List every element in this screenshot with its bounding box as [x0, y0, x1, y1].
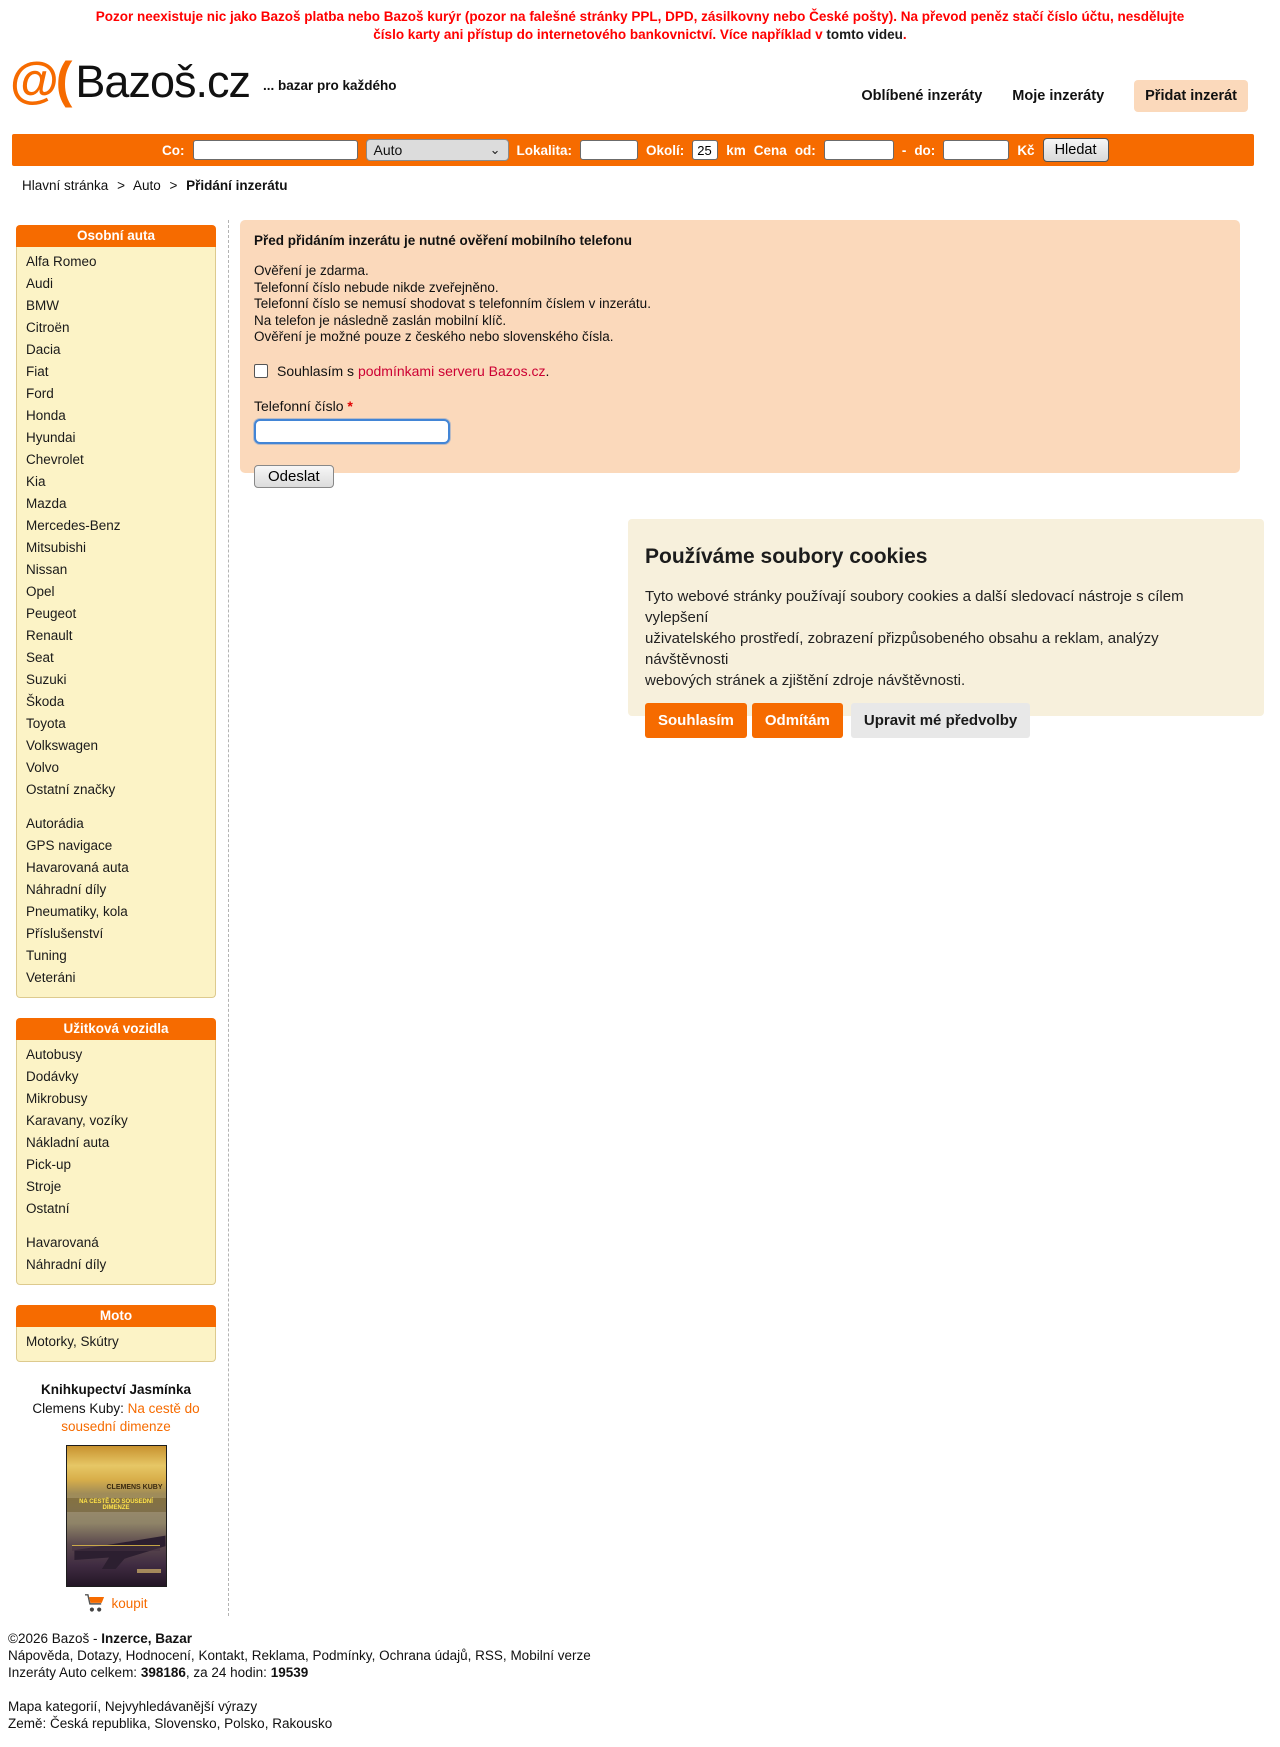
sidebar-item[interactable]: Pneumatiky, kola: [26, 904, 128, 919]
sidebar-item[interactable]: Alfa Romeo: [26, 254, 97, 269]
price-label: Cena: [753, 142, 787, 158]
cart-icon: [84, 1593, 106, 1613]
sidebar-item[interactable]: Opel: [26, 584, 55, 599]
sidebar-item[interactable]: Nákladní auta: [26, 1135, 110, 1150]
sidebar-header-uzitkova-vozidla: Užitková vozidla: [16, 1018, 216, 1040]
search-what-input[interactable]: [193, 140, 358, 160]
sidebar-item[interactable]: Náhradní díly: [26, 1257, 107, 1272]
sidebar-item[interactable]: Stroje: [26, 1179, 62, 1194]
my-ads-link[interactable]: Moje inzeráty: [1012, 88, 1105, 104]
book-cover-image[interactable]: [66, 1445, 167, 1587]
sidebar-item[interactable]: Hyundai: [26, 430, 76, 445]
price-from-label: od:: [794, 142, 816, 158]
sidebar-item[interactable]: Honda: [26, 408, 66, 423]
cookie-title: Používáme soubory cookies: [645, 545, 928, 568]
sidebar-section-moto: [16, 1305, 216, 1362]
phone-verification-panel: [240, 220, 1240, 485]
price-from-input[interactable]: [824, 140, 894, 160]
sidebar-item[interactable]: Škoda: [26, 694, 65, 709]
cookie-consent-dialog: [628, 519, 1264, 729]
verification-info-line: Na telefon je následně zaslán mobilní klíč.: [254, 312, 507, 328]
footer-link[interactable]: , Nejvyhledávanější výrazy: [97, 1699, 257, 1714]
sidebar-item[interactable]: Nissan: [26, 562, 68, 577]
sidebar-item[interactable]: Dacia: [26, 342, 61, 357]
sidebar-item[interactable]: Mitsubishi: [26, 540, 87, 555]
search-submit-button[interactable]: Hledat: [1043, 138, 1109, 162]
sidebar-item[interactable]: Veteráni: [26, 970, 76, 985]
footer-link[interactable]: , RSS: [468, 1648, 503, 1663]
footer-link[interactable]: , Reklama: [244, 1648, 305, 1663]
breadcrumb: [22, 178, 287, 193]
verification-title: Před přidáním inzerátu je nutné ověření mobilního telefonu: [254, 233, 633, 248]
category-select[interactable]: [366, 139, 509, 161]
sidebar-item[interactable]: Ostatní značky: [26, 782, 116, 797]
sidebar-item[interactable]: Toyota: [26, 716, 66, 731]
scam-warning-text: Pozor neexistuje nic jako Bazoš platba nebo Bazoš kurýr (pozor na falešné stránky PPL, DPD, zásilkovny nebo České pošty). Na převod peněz stačí číslo účtu, nesdělujte číslo karty ani přístup do internetového bankovnictví. Více například v: [95, 9, 1185, 42]
content-divider: [228, 220, 229, 1616]
logo-tagline: ... bazar pro každého: [262, 78, 397, 93]
terms-checkbox[interactable]: [254, 364, 268, 378]
sidebar-item[interactable]: Renault: [26, 628, 73, 643]
sidebar-header-osobni-auta: Osobní auta: [16, 225, 216, 247]
sidebar-item[interactable]: Motorky, Skútry: [26, 1334, 119, 1349]
sidebar-item[interactable]: Audi: [26, 276, 54, 291]
country-link[interactable]: , Rakousko: [265, 1716, 333, 1731]
breadcrumb-separator: >: [117, 178, 125, 193]
footer-link[interactable]: , Mobilní verze: [503, 1648, 591, 1663]
sidebar-item[interactable]: Kia: [26, 474, 46, 489]
search-what-label: Co:: [162, 142, 185, 158]
sidebar-item[interactable]: Volvo: [26, 760, 60, 775]
radius-input[interactable]: [692, 140, 718, 160]
radius-label: Okolí:: [646, 142, 685, 158]
location-input[interactable]: [580, 140, 638, 160]
required-asterisk: *: [347, 397, 353, 414]
breadcrumb-current: Přidání inzerátu: [186, 178, 288, 193]
sidebar: [16, 225, 216, 1613]
cookie-body-line: Tyto webové stránky používají soubory cookies a další sledovací nástroje s cílem vylepšení: [645, 588, 1184, 626]
sidebar-item[interactable]: BMW: [26, 298, 59, 313]
currency-label: Kč: [1017, 142, 1035, 158]
sidebar-item[interactable]: Seat: [26, 650, 54, 665]
sidebar-item[interactable]: Tuning: [26, 948, 67, 963]
book-cover-publisher-mark: [137, 1569, 161, 1573]
location-label: Lokalita:: [516, 142, 573, 158]
sidebar-section-osobni-auta: [16, 225, 216, 998]
countries-line: Země: Česká republika , Slovensko , Polsko , Rakousko: [8, 1715, 591, 1732]
sidebar-item[interactable]: Fiat: [26, 364, 49, 379]
breadcrumb-separator: >: [169, 178, 178, 193]
sidebar-item[interactable]: Ostatní: [26, 1201, 70, 1216]
verification-info-line: Telefonní číslo se nemusí shodovat s telefonním číslem v inzerátu.: [254, 296, 651, 311]
book-shop-name: Knihkupectví Jasmínka: [40, 1382, 192, 1397]
book-ad: [16, 1382, 216, 1613]
scam-warning: [85, 8, 1195, 44]
sidebar-item[interactable]: Citroën: [26, 320, 70, 335]
count-24h: 19539: [270, 1665, 309, 1680]
book-cover-band: [72, 1545, 159, 1551]
favorites-link[interactable]: Oblíbené inzeráty: [861, 88, 983, 104]
breadcrumb-category-link[interactable]: Auto: [132, 178, 161, 193]
sidebar-item[interactable]: Příslušenství: [26, 926, 104, 941]
price-to-label: do:: [914, 142, 936, 158]
sidebar-item[interactable]: Ford: [26, 386, 54, 401]
sidebar-item[interactable]: Náhradní díly: [26, 882, 107, 897]
price-to-input[interactable]: [943, 140, 1009, 160]
footer-map-links: [8, 1698, 591, 1715]
sidebar-item[interactable]: Karavany, vozíky: [26, 1113, 128, 1128]
phone-label: Telefonní číslo *: [254, 397, 353, 414]
book-title-link[interactable]: Na cestě do sousední dimenze: [61, 1401, 200, 1434]
book-title-line: [16, 1400, 216, 1436]
sidebar-item[interactable]: Peugeot: [26, 606, 77, 621]
terms-text: Souhlasím s podmínkami serveru Bazos.cz.: [277, 362, 550, 379]
count-total: 398186: [140, 1665, 186, 1680]
sidebar-item[interactable]: Chevrolet: [26, 452, 84, 467]
sidebar-item[interactable]: Havarovaná: [26, 1235, 99, 1250]
country-link[interactable]: Česká republika: [50, 1716, 147, 1731]
book-cover-author: CLEMENS KUBY: [106, 1483, 163, 1491]
header-links: [861, 80, 1248, 112]
bazos-logo[interactable]: [10, 52, 397, 108]
verification-info-line: Ověření je zdarma.: [254, 263, 369, 278]
sidebar-item[interactable]: Mazda: [26, 496, 67, 511]
footer-link[interactable]: Mapa kategorií: [8, 1699, 98, 1714]
copyright-bold: Inzerce, Bazar: [101, 1631, 193, 1646]
scam-warning-video-link[interactable]: tomto videu: [826, 27, 903, 42]
sidebar-item[interactable]: Havarovaná auta: [26, 860, 129, 875]
footer-links: [8, 1647, 591, 1664]
bazos-logo-text: Bazoš.cz: [75, 56, 250, 107]
sidebar-item[interactable]: Mercedes-Benz: [26, 518, 121, 533]
bazos-logo-icon: @(: [10, 52, 70, 108]
terms-link[interactable]: podmínkami serveru Bazos.cz: [357, 362, 546, 379]
price-dash: -: [901, 142, 907, 158]
buy-link[interactable]: koupit: [111, 1595, 148, 1611]
country-link[interactable]: , Slovensko: [147, 1716, 217, 1731]
sidebar-item[interactable]: Volkswagen: [26, 738, 99, 753]
scam-warning-suffix: .: [902, 27, 907, 42]
footer-link[interactable]: , Dotazy: [70, 1648, 119, 1663]
book-author: Clemens Kuby:: [32, 1401, 128, 1416]
footer-link[interactable]: , Ochrana údajů: [372, 1648, 468, 1663]
sidebar-item[interactable]: Dodávky: [26, 1069, 79, 1084]
country-link[interactable]: , Polsko: [217, 1716, 265, 1731]
add-ad-button[interactable]: Přidat inzerát: [1134, 80, 1248, 112]
cookie-body-line: uživatelského prostředí, zobrazení přizpůsobeného obsahu a reklam, analýzy návštěvnosti: [645, 630, 1159, 668]
km-label: km: [726, 142, 746, 158]
verification-info-line: Telefonní číslo nebude nikde zveřejněno.: [254, 279, 499, 295]
submit-button[interactable]: Odeslat: [254, 465, 334, 488]
cookie-body-line: webových stránek a zjištění zdroje návštěvnosti.: [645, 672, 966, 689]
footer-link[interactable]: , Podmínky: [305, 1648, 372, 1663]
counts-line: Inzeráty Auto celkem: 398186, za 24 hodin: 19539: [8, 1665, 309, 1680]
chevron-down-icon: ⌄: [489, 142, 501, 157]
footer-link[interactable]: , Hodnocení: [118, 1648, 191, 1663]
search-bar: [12, 134, 1254, 166]
verification-info-line: Ověření je možné pouze z českého nebo slovenského čísla.: [254, 329, 614, 344]
copyright-line: ©2026 Bazoš - Inzerce, Bazar: [8, 1631, 193, 1646]
sidebar-item[interactable]: Autobusy: [26, 1047, 83, 1062]
footer-link[interactable]: , Kontakt: [191, 1648, 244, 1663]
sidebar-item[interactable]: GPS navigace: [26, 838, 113, 853]
cookie-reject-button[interactable]: Odmítám: [752, 703, 843, 738]
sidebar-item[interactable]: Mikrobusy: [26, 1091, 88, 1106]
footer-link[interactable]: Nápověda: [8, 1648, 70, 1663]
category-select-value: Auto: [373, 142, 403, 158]
footer: [8, 1630, 591, 1732]
sidebar-section-uzitkova-vozidla: [16, 1018, 216, 1285]
cookie-customize-button[interactable]: Upravit mé předvolby: [851, 703, 1030, 738]
sidebar-item[interactable]: Pick-up: [26, 1157, 72, 1172]
sidebar-item[interactable]: Autorádia: [26, 816, 84, 831]
sidebar-header-moto: Moto: [16, 1305, 216, 1327]
breadcrumb-home-link[interactable]: Hlavní stránka: [22, 178, 109, 193]
phone-input[interactable]: [254, 419, 450, 444]
sidebar-item[interactable]: Suzuki: [26, 672, 67, 687]
book-cover-title: NA CESTĚ DO SOUSEDNÍ DIMENZE: [67, 1498, 166, 1512]
cookie-accept-button[interactable]: Souhlasím: [645, 703, 747, 738]
